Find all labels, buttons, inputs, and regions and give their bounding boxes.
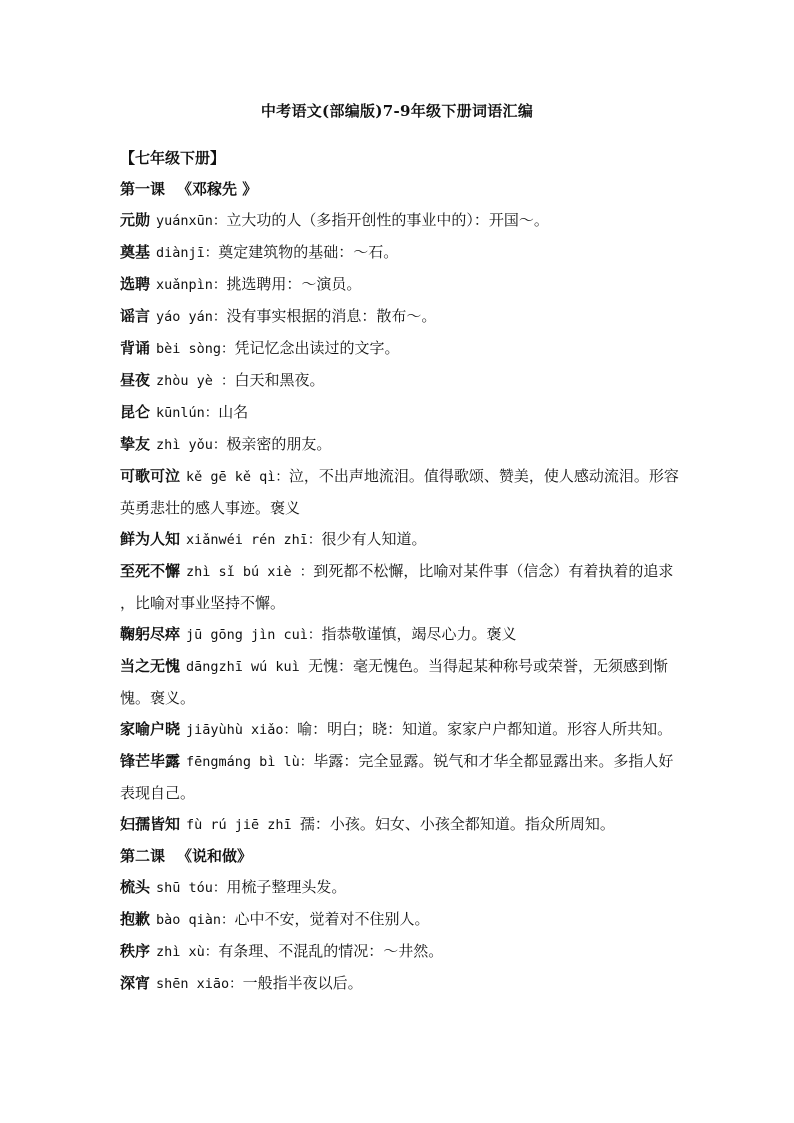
vocab-pinyin: kě gē kě qì：	[186, 469, 289, 485]
vocab-pinyin: zhì yǒu：	[156, 437, 227, 453]
vocab-definition: 用梳子整理头发。	[226, 878, 347, 896]
vocab-definition: 无愧：毫无愧色。当得起某种称号或荣誉，无须感到惭愧。褒义。	[120, 657, 668, 707]
vocab-pinyin: diànjī：	[156, 245, 219, 261]
vocab-definition: 有条理、不混乱的情况：～井然。	[218, 942, 444, 960]
vocab-definition: 喻：明白；晓：知道。家家户户都知道。形容人所共知。	[297, 720, 673, 738]
vocab-term: 背诵	[120, 339, 151, 357]
vocab-term: 昼夜	[120, 371, 151, 389]
lesson-list	[120, 174, 680, 1000]
vocab-entry	[120, 205, 680, 237]
vocab-entry	[120, 556, 680, 619]
vocab-pinyin: shēn xiāo：	[156, 976, 243, 992]
vocab-entry	[120, 333, 680, 365]
vocab-definition: 毕露：完全显露。锐气和才华全都显露出来。多指人好表现自己。	[120, 752, 674, 802]
vocab-pinyin: dāngzhī wú kuì	[186, 659, 308, 675]
vocab-entry	[120, 461, 680, 524]
document-body	[120, 143, 680, 1000]
vocab-pinyin: zhòu yè ：	[156, 373, 235, 389]
vocab-definition: 指恭敬谨慎，竭尽心力。褒义	[321, 625, 517, 643]
vocab-definition: 山名	[218, 403, 249, 421]
vocab-definition: 白天和黑夜。	[234, 371, 325, 389]
vocab-definition: 到死都不松懈，比喻对某件事（信念）有着执着的追求 ，比喻对事业坚持不懈。	[120, 562, 674, 612]
vocab-pinyin: jū gōng jìn cuì：	[186, 627, 322, 643]
vocab-entry	[120, 714, 680, 746]
lesson-heading	[120, 841, 680, 872]
vocab-entry	[120, 429, 680, 461]
vocab-term: 挚友	[120, 435, 151, 453]
vocab-term: 昆仑	[120, 403, 151, 421]
vocab-term: 至死不懈	[120, 562, 181, 580]
document-title: 中考语文(部编版)7-9年级下册词语汇编	[260, 102, 534, 120]
vocab-pinyin: kūnlún：	[156, 405, 219, 421]
vocab-term: 鲜为人知	[120, 530, 181, 548]
vocab-entry	[120, 269, 680, 301]
lesson-title: 《邓稼先 》	[177, 180, 258, 198]
vocab-definition: 奠定建筑物的基础：～石。	[218, 243, 399, 261]
vocab-entry	[120, 968, 680, 1000]
vocab-entry	[120, 237, 680, 269]
vocab-pinyin: zhì sǐ bú xiè ：	[186, 564, 314, 580]
vocab-pinyin: xiǎnwéi rén zhī：	[186, 532, 322, 548]
lesson-label: 第二课	[120, 847, 166, 865]
vocab-definition: 泣，不出声地流泪。值得歌颂、赞美，使人感动流泪。形容英勇悲壮的感人事迹。褒义	[120, 467, 679, 517]
vocab-entry	[120, 904, 680, 936]
vocab-definition: 极亲密的朋友。	[226, 435, 332, 453]
vocab-term: 元勋	[120, 211, 151, 229]
vocab-entry	[120, 936, 680, 968]
vocab-definition: 立大功的人（多指开创性的事业中的）：开国～。	[226, 211, 549, 229]
vocab-term: 奠基	[120, 243, 151, 261]
grade-heading: 【七年级下册】	[120, 149, 226, 167]
vocab-pinyin: fù rú jiē zhī	[186, 817, 300, 833]
vocab-term: 锋芒毕露	[120, 752, 181, 770]
lesson-heading	[120, 174, 680, 205]
vocab-entry	[120, 872, 680, 904]
vocab-pinyin: fēngmáng bì lù：	[186, 754, 314, 770]
vocab-pinyin: jiāyùhù xiǎo：	[186, 722, 298, 738]
vocab-term: 选聘	[120, 275, 151, 293]
lesson-title: 《说和做》	[177, 847, 253, 865]
lesson-label: 第一课	[120, 180, 166, 198]
vocab-term: 当之无愧	[120, 657, 181, 675]
vocab-definition: 没有事实根据的消息：散布～。	[226, 307, 437, 325]
vocab-entry	[120, 365, 680, 397]
vocab-term: 梳头	[120, 878, 151, 896]
vocab-definition: 很少有人知道。	[321, 530, 427, 548]
vocab-definition: 心中不安，觉着对不住别人。	[234, 910, 430, 928]
vocab-pinyin: shū tóu：	[156, 880, 227, 896]
vocab-term: 家喻户晓	[120, 720, 181, 738]
vocab-entry	[120, 619, 680, 651]
vocab-term: 谣言	[120, 307, 151, 325]
vocab-term: 抱歉	[120, 910, 151, 928]
vocab-entry	[120, 524, 680, 556]
vocab-entry	[120, 746, 680, 809]
vocab-pinyin: xuǎnpìn：	[156, 277, 227, 293]
vocab-pinyin: zhì xù：	[156, 944, 219, 960]
vocab-term: 秩序	[120, 942, 151, 960]
vocab-entry	[120, 301, 680, 333]
vocab-pinyin: bèi sòng：	[156, 341, 235, 357]
vocab-term: 深宵	[120, 974, 151, 992]
vocab-term: 可歌可泣	[120, 467, 181, 485]
vocab-entry	[120, 809, 680, 841]
vocab-pinyin: yuánxūn：	[156, 213, 227, 229]
vocab-pinyin: yáo yán：	[156, 309, 227, 325]
vocab-pinyin: bào qiàn：	[156, 912, 235, 928]
vocab-term: 妇孺皆知	[120, 815, 181, 833]
vocab-entry	[120, 397, 680, 429]
vocab-definition: 一般指半夜以后。	[242, 974, 363, 992]
vocab-term: 鞠躬尽瘁	[120, 625, 181, 643]
vocab-definition: 挑选聘用：～演员。	[226, 275, 362, 293]
vocab-definition: 孺：小孩。妇女、小孩全都知道。指众所周知。	[299, 815, 615, 833]
vocab-entry	[120, 651, 680, 714]
vocab-definition: 凭记忆念出读过的文字。	[234, 339, 400, 357]
